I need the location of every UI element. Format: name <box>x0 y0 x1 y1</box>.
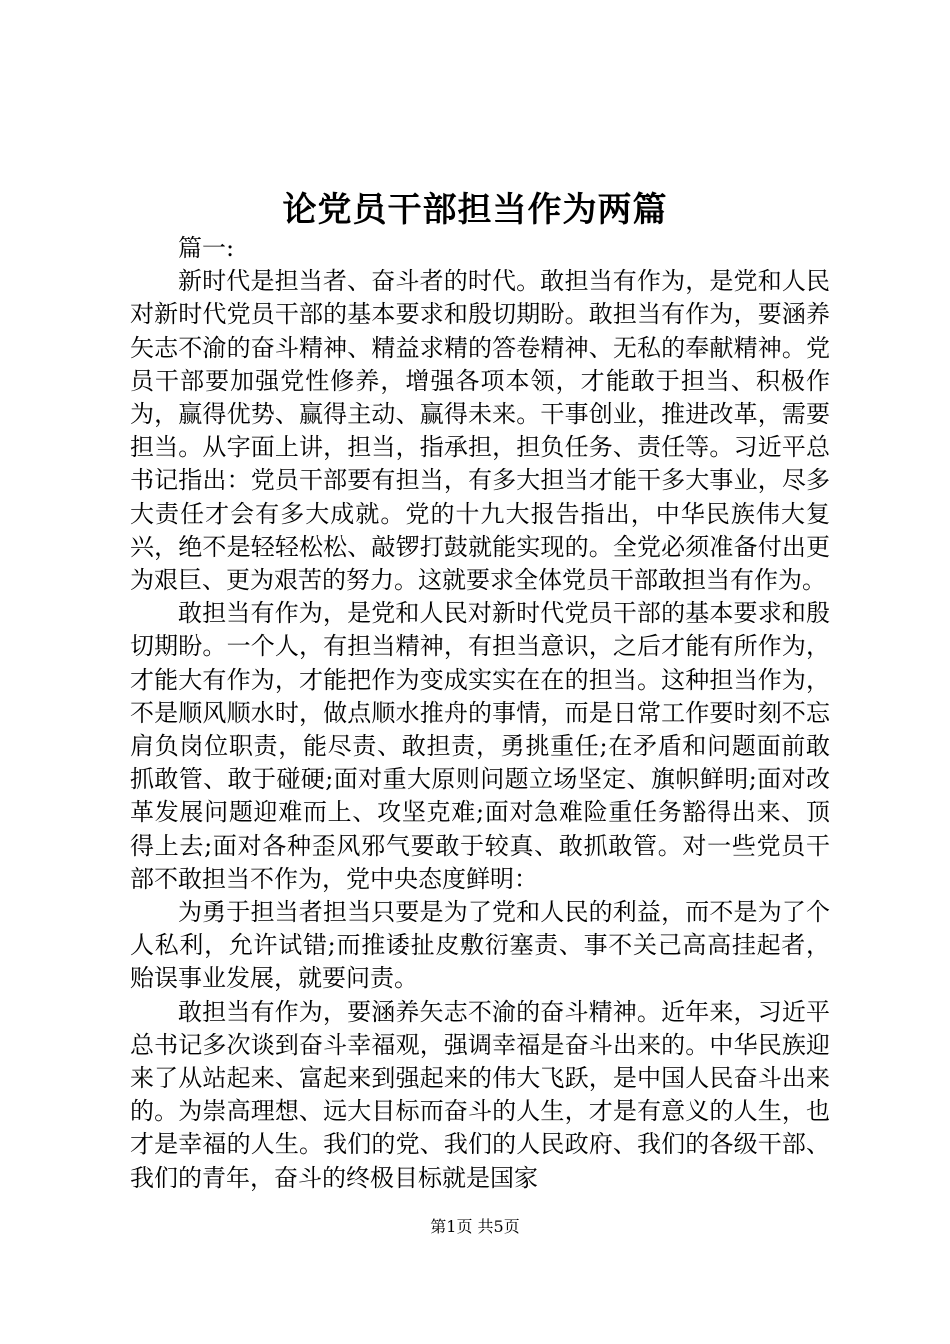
section-label: 篇一: <box>178 234 235 262</box>
page-number-footer: 第1页 共5页 <box>430 1217 520 1236</box>
paragraph-3: 为勇于担当者担当只要是为了党和人民的利益，而不是为了个人私利，允许试错;而推诿扯皮敷衍塞责、事不关己高高挂起者，贻误事业发展，就要问责。 <box>130 898 830 993</box>
document-body <box>130 232 830 1195</box>
paragraph-2: 敢担当有作为，是党和人民对新时代党员干部的基本要求和殷切期盼。一个人，有担当精神，有担当意识，之后才能有所作为，才能大有作为，才能把作为变成实实在在的担当。这种担当作为，不是顺风顺水时，做点顺水推舟的事情，而是日常工作要时刻不忘肩负岗位职责，能尽责、敢担责，勇挑重任;在矛盾和问题面前敢抓敢管、敢于碰硬;面对重大原则问题立场坚定、旗帜鲜明;面对改革发展问题迎难而上、攻坚克难;面对急难险重任务豁得出来、顶得上去;面对各种歪风邪气要敢于较真、敢抓敢管。对一些党员干部不敢担当不作为，党中央态度鲜明： <box>130 599 830 893</box>
paragraph-1: 新时代是担当者、奋斗者的时代。敢担当有作为，是党和人民对新时代党员干部的基本要求和殷切期盼。敢担当有作为，要涵养矢志不渝的奋斗精神、精益求精的答卷精神、无私的奉献精神。党员干部要加强党性修养，增强各项本领，才能敢于担当、积极作为，赢得优势、赢得主动、赢得未来。干事创业，推进改革，需要担当。从字面上讲，担当，指承担，担负任务、责任等。习近平总书记指出：党员干部要有担当，有多大担当才能干多大事业，尽多大责任才会有多大成就。党的十九大报告指出，中华民族伟大复兴，绝不是轻轻松松、敲锣打鼓就能实现的。全党必须准备付出更为艰巨、更为艰苦的努力。这就要求全体党员干部敢担当有作为。 <box>130 267 830 595</box>
page-title: 论党员干部担当作为两篇 <box>282 190 668 230</box>
paragraph-4: 敢担当有作为，要涵养矢志不渝的奋斗精神。近年来，习近平总书记多次谈到奋斗幸福观，强调幸福是奋斗出来的。中华民族迎来了从站起来、富起来到强起来的伟大飞跃，是中国人民奋斗出来的。为崇高理想、远大目标而奋斗的人生，才是有意义的人生，也才是幸福的人生。我们的党、我们的人民政府、我们的各级干部、我们的青年，奋斗的终极目标就是国家 <box>130 997 830 1192</box>
